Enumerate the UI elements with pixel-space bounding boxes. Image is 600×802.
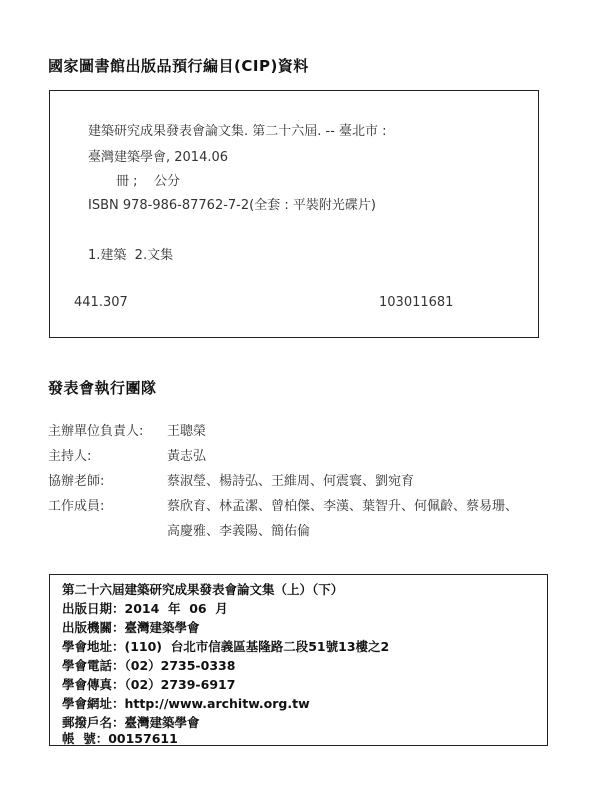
cip-heading: 國家圖書館出版品預行編目(CIP)資料 — [48, 57, 309, 75]
publication-account-number: 帳 號：00157611 — [62, 731, 178, 746]
cip-record-number: 103011681 — [379, 295, 454, 310]
exec-label-host: 主持人: — [48, 449, 92, 464]
cip-title-line: 建築研究成果發表會論文集. 第二十六屆. -- 臺北市 : — [88, 124, 387, 139]
exec-label-co-teachers: 協辦老師: — [48, 474, 105, 489]
exec-value-organizer-head: 王聰榮 — [167, 424, 207, 439]
exec-value-host: 黃志弘 — [167, 449, 207, 464]
publication-website: 學會網址：http://www.architw.org.tw — [62, 696, 310, 711]
publication-date: 出版日期：2014 年 06 月 — [62, 601, 228, 616]
publication-publisher: 出版機關：臺灣建築學會 — [62, 620, 200, 635]
exec-value-staff-continued: 高慶雅、李義陽、簡佑倫 — [167, 524, 311, 539]
exec-team-heading: 發表會執行團隊 — [48, 379, 157, 397]
exec-label-staff: 工作成員: — [48, 499, 105, 514]
exec-value-co-teachers: 蔡淑瑩、楊詩弘、王維周、何震寰、劉宛育 — [167, 474, 415, 489]
publication-fax: 學會傳真：（02）2739-6917 — [62, 677, 236, 692]
publication-address: 學會地址：(110) 台北市信義區基隆路二段51號13樓之2 — [62, 639, 390, 654]
cip-classification-number: 441.307 — [74, 295, 128, 310]
publication-title: 第二十六屆建築研究成果發表會論文集（上）（下） — [62, 582, 344, 597]
exec-value-staff: 蔡欣育、林孟潔、曾柏傑、李漢、葉智升、何佩齡、蔡易珊、 — [167, 499, 519, 514]
cip-volume-line: 冊 ; 公分 — [116, 174, 181, 189]
exec-label-organizer-head: 主辦單位負責人: — [48, 424, 144, 439]
cip-isbn-line: ISBN 978-986-87762-7-2(全套 : 平裝附光碟片) — [88, 198, 376, 213]
publication-account-name: 郵撥戶名：臺灣建築學會 — [62, 715, 200, 730]
publication-phone: 學會電話：（02）2735-0338 — [62, 658, 236, 673]
cip-subjects-line: 1.建築 2.文集 — [88, 248, 174, 263]
cip-publisher-line: 臺灣建築學會, 2014.06 — [88, 150, 229, 165]
